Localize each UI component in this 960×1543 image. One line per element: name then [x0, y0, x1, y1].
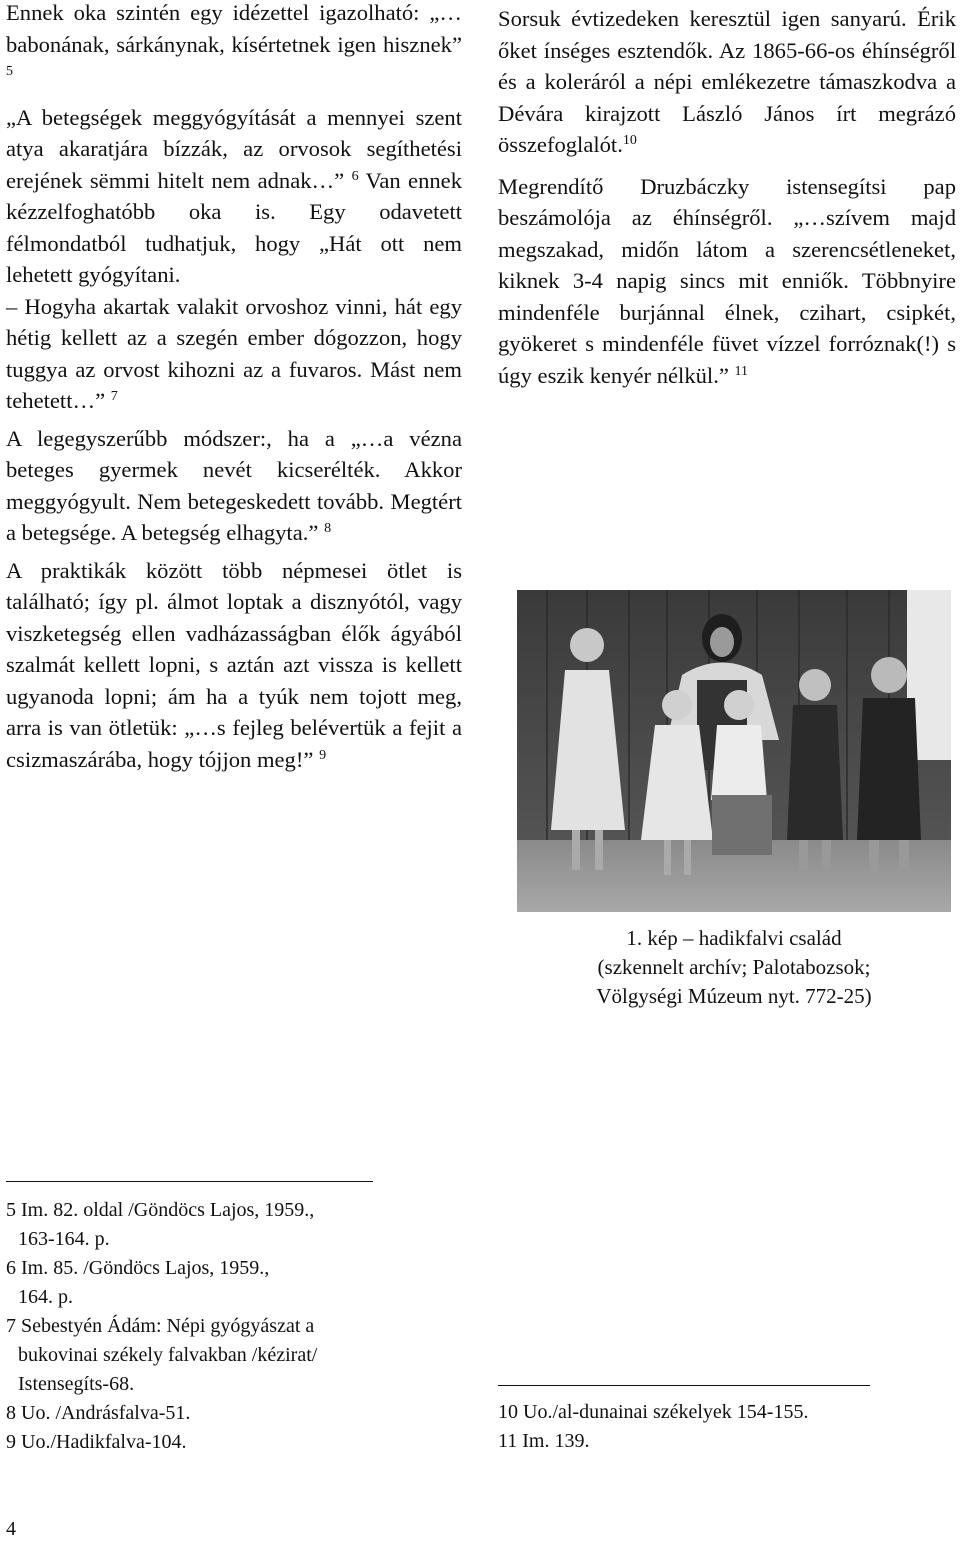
footnotes-left	[6, 1196, 476, 1457]
footnote-ref-11[interactable]: 11	[734, 363, 749, 379]
footnote-ref-10[interactable]: 10	[622, 133, 637, 148]
footnote-7-cont: bukovinai székely falvakban /kézirat/	[18, 1344, 318, 1366]
footnote-separator-left	[6, 1181, 373, 1182]
footnote-separator-right	[498, 1385, 870, 1386]
footnote-5-cont: 163-164. p.	[18, 1228, 110, 1250]
footnote-ref-8[interactable]: 8	[324, 521, 332, 536]
footnote-ref-9[interactable]: 9	[319, 747, 327, 763]
page-number: 4	[6, 1518, 16, 1540]
family-photo-illustration	[517, 590, 951, 912]
paragraph-6: Sorsuk évtizedeken keresztül igen sanyarú. Érik őket ínséges esztendők. Az 1865-66-os éhínségről és a koleráról a népi emlékezetre támaszkodva a Dévára kirajzott László János írt megrázó összefoglalót.$^{10}$	[498, 6, 956, 157]
footnote-7: 7 Sebestyén Ádám: Népi gyógyászat a	[6, 1315, 315, 1337]
caption-museum: Völgységi Múzeum nyt. 772-25)	[596, 984, 872, 1008]
paragraph-4: A legegyszerűbb módszer:, ha a „…a vézna beteges gyermek nevét kicserélték. Akkor meggyógyult. Nem betegeskedett tovább. Megtért a betegsége. A betegség elhagyta.” $^8$	[6, 425, 462, 545]
footnote-6: 6 Im. 85. /Göndöcs Lajos, 1959.,	[6, 1257, 270, 1279]
paragraph-3: – Hogyha akartak valakit orvoshoz vinni, hát egy hétig kellett az a szegén ember dógozzon, hogy tuggya az orvost kihozni az a fuvaros. Mást nem tehetett…” $^7$	[6, 293, 462, 413]
caption-source: (szkennelt archív; Palotabozsok;	[597, 955, 871, 979]
figure-caption	[517, 924, 951, 1011]
caption-number: 1.	[626, 926, 643, 950]
footnote-5: 5 Im. 82. oldal /Göndöcs Lajos, 1959.,	[6, 1199, 315, 1221]
footnote-8: 8 Uo. /Andrásfalva-51.	[6, 1402, 191, 1424]
footnote-ref-6[interactable]: 6	[351, 168, 359, 184]
left-column	[6, 0, 462, 775]
paragraph-5: A praktikák között több népmesei ötlet is található; így pl. álmot loptak a disznyótól, vagy viszketegség ellen vadházasságban élők ágyából szalmát kellett lopni, s aztán azt vissza is kellett ugyanoda lopni; ám ha a tyúk nem tojott meg, arra is van ötletük: „…s fejleg belévertük a fejit a csizmaszárába, hogy tójjon meg!” $^9$	[6, 557, 462, 772]
paragraph-7: Megrendítő Druzbáczky istensegítsi pap beszámolója az éhínségről. „…szívem majd megszakad, midőn látom a szerencsétleneket, kiknek 3-4 napig sincs mit enniők. Többnyire mindenféle burjánnal élnek, czihart, csipkét, gyökeret s mindenféle füvet vízzel forróznak(!) s úgy eszik kenyér nélkül.” $^{11}$	[498, 173, 956, 388]
footnote-ref-5[interactable]: 5	[6, 64, 13, 79]
right-column	[498, 3, 956, 391]
footnote-11: 11 Im. 139.	[498, 1430, 590, 1452]
family-photo	[517, 590, 951, 912]
footnote-ref-7[interactable]: 7	[110, 389, 118, 404]
caption-title: kép – hadikfalvi család	[642, 926, 842, 950]
footnote-9: 9 Uo./Hadikfalva-104.	[6, 1431, 187, 1453]
footnotes-right	[498, 1398, 938, 1456]
paragraph-1: Ennek oka szintén egy idézettel igazolható: „…babonának, sárkánynak, kísértetnek igen hisznek” $^5$	[6, 0, 462, 79]
paragraph-2: „A betegségek meggyógyítását a mennyei szent atya akaratjára bízzák, az orvosok segíthetési erejének sëmmi hitelt nem adnak…” $^6$ Van ennek kézzelfoghatóbb oka is. Egy odavetett félmondatból tudhatjuk, hogy „Hát ott nem lehetett gyógyítani.	[6, 104, 462, 287]
footnote-7-cont2: Istensegíts-68.	[18, 1373, 135, 1395]
footnote-6-cont: 164. p.	[18, 1286, 73, 1308]
footnote-10: 10 Uo./al-dunainai székelyek 154-155.	[498, 1401, 809, 1423]
